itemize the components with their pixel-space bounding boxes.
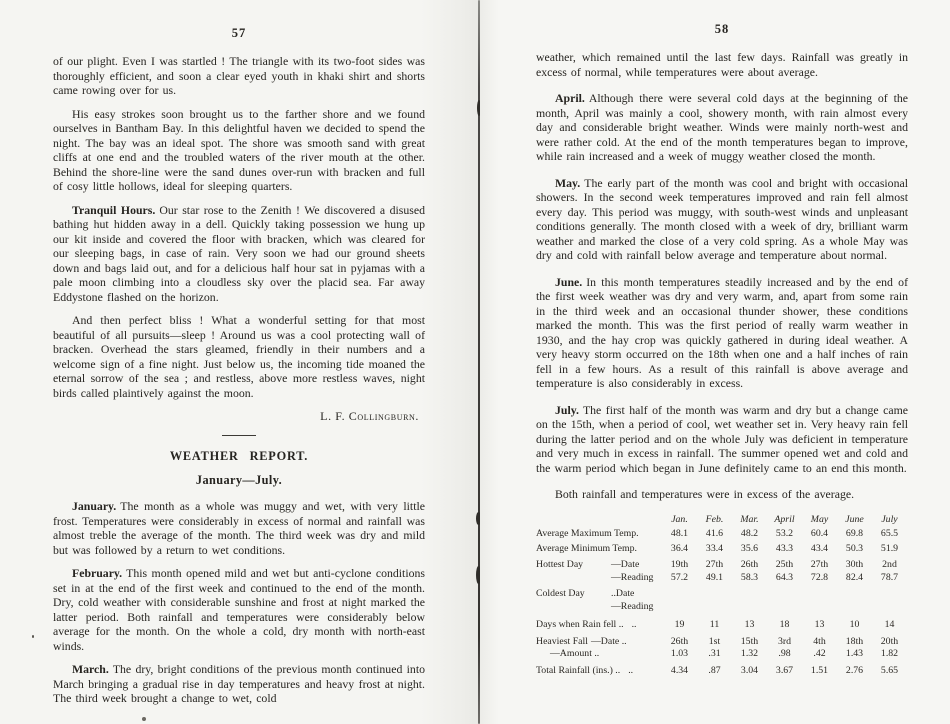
entry-text: Although there were several cold days at the beginning of the month, April was mainly a cool, showery month, with rain almost every day and considerable bright weather. Winds were mainly north-west and were rather cold. At the end of the month temperatures began to improve, while rain increased and a week of muggy weather closed the month. bbox=[536, 91, 908, 163]
row-sublabel: —Date .. bbox=[590, 635, 627, 647]
paragraph-lead: Tranquil Hours. bbox=[72, 202, 156, 217]
cell-value: 41.6 bbox=[705, 528, 724, 539]
weather-entry-july bbox=[536, 403, 908, 476]
row-label: Days when Rain fell .. .. bbox=[536, 619, 637, 630]
cell-value: 13 bbox=[814, 619, 825, 630]
cell-value: 19th bbox=[670, 559, 689, 570]
cell-value: 25th bbox=[775, 559, 794, 570]
cell-value: 43.4 bbox=[810, 542, 829, 554]
weather-entry-march bbox=[53, 662, 425, 706]
entry-lead: March. bbox=[72, 662, 109, 676]
section-divider bbox=[222, 435, 256, 436]
cell-value: 53.2 bbox=[775, 528, 794, 539]
row-label: Hottest Day —Date bbox=[536, 559, 640, 570]
cell-value: 1.51 bbox=[810, 664, 829, 676]
cell-value: 50.3 bbox=[845, 542, 864, 554]
cell-value bbox=[872, 588, 907, 601]
entry-text: This month opened mild and wet but anti-cyclone conditions set in at the end of the first week and continued to the end of the month. Dry, cold weather with considerable sunshine and frost at night marked the latter period. Both rainfall and temperatures were considerably below average for the month. On the whole a cold, dry month with north-east winds. bbox=[53, 566, 425, 653]
cell-value: 69.8 bbox=[845, 528, 864, 539]
cell-value: 35.6 bbox=[740, 542, 759, 554]
table-row-hottest-day-date bbox=[536, 559, 908, 572]
weather-entry-may bbox=[536, 176, 908, 263]
weather-entry-february bbox=[53, 566, 425, 653]
cell-value: 58.3 bbox=[740, 571, 759, 583]
table-row-avg-min-temp bbox=[536, 543, 908, 556]
scan-speck bbox=[32, 635, 34, 638]
cell-value: 72.8 bbox=[810, 571, 829, 583]
cell-value bbox=[732, 601, 767, 614]
entry-lead: June. bbox=[555, 274, 583, 289]
row-label: Total Rainfall (ins.) .. .. bbox=[536, 664, 634, 676]
entry-text: The dry, bright conditions of the previous month continued into March bringing a gradual rise in day temperatures and heavy frost at night. The third week brought a change to wet, cold bbox=[53, 662, 425, 705]
cell-value: 27th bbox=[705, 559, 724, 570]
cell-value bbox=[802, 601, 837, 614]
header-spacer bbox=[536, 514, 662, 527]
cell-value: 13 bbox=[744, 619, 755, 630]
cell-value: 26th bbox=[670, 635, 689, 647]
cell-value: 49.1 bbox=[705, 571, 724, 583]
entry-text: The first half of the month was warm and dry but a change came on the 15th, when a period of cool, wet weather set in. Very heavy rain fell during the latter period and on the whole July was deficient in temperature and very much in excess in rainfall. The summer opened wet and cold and the warm period which began in June definitely came to an end this month. bbox=[536, 402, 908, 475]
cell-value: 19 bbox=[674, 619, 685, 630]
cell-value: .87 bbox=[708, 664, 721, 676]
paragraph: And then perfect bliss ! What a wonderful setting for that most beautiful of all pursuits—sleep ! Around us was a cool protecting wall of bracken. Overhead the stars gleamed, friendly in their numbers and a welcome sign of a fine night. Just below us, the incoming tide moaned the eternal sorrow of the sea ; and restless, above more restless waves, night birds called plaintively against the moon. bbox=[53, 313, 425, 400]
scan-speck bbox=[142, 717, 146, 721]
row-sublabel: —Reading bbox=[611, 600, 654, 612]
cell-value: 4.34 bbox=[670, 664, 689, 676]
paragraph: of our plight. Even I was startled ! The triangle with its two-foot sides was thoroughly efficient, and soon a clear eyed youth in khaki shirt and shorts came rowing over for us. bbox=[53, 54, 425, 97]
entry-lead: January. bbox=[72, 499, 117, 513]
cell-value: 10 bbox=[849, 619, 860, 630]
month-header: June bbox=[845, 513, 864, 525]
cell-value: 33.4 bbox=[705, 542, 724, 554]
row-label: Heaviest Fall —Date .. bbox=[536, 635, 627, 647]
cell-value: 1st bbox=[708, 635, 721, 647]
cell-value: 11 bbox=[709, 619, 720, 630]
table-row-coldest-day-reading bbox=[536, 601, 908, 614]
cell-value: 1.43 bbox=[845, 648, 864, 659]
weather-report-title: WEATHER REPORT. bbox=[169, 449, 309, 463]
cell-value: 20th bbox=[880, 635, 899, 647]
row-sublabel: —Amount .. bbox=[550, 648, 600, 659]
entry-text: In this month temperatures steadily increased and by the end of the first week weather was dry and very warm, and, apart from some rain in the third week and an occasional thunder shower, these conditions marked the month. This was the first period of really warm weather in 1930, and the hay crop was quickly gathered in during ideal weather. A very heavy storm occurred on the 18th when one and a half inches of rain fell in a few hours. As a result of this rainfall is above average and temperature is also considerably in excess. bbox=[536, 274, 908, 390]
cell-value: 60.4 bbox=[810, 528, 829, 539]
row-sublabel: ..Date bbox=[611, 588, 635, 599]
cell-value bbox=[837, 588, 872, 601]
entry-text: The month as a whole was muggy and wet, with very little frost. Temperatures were considerably in excess of normal and rainfall was almost treble the average of the month. The third week was dry and mild but was followed by a return to wet conditions. bbox=[53, 499, 425, 557]
cell-value: 2nd bbox=[882, 559, 897, 570]
entry-lead: February. bbox=[72, 566, 123, 580]
page-number: 57 bbox=[231, 26, 247, 40]
entry-lead: April. bbox=[555, 91, 585, 105]
cell-value: 18th bbox=[845, 635, 864, 647]
cell-value: 43.3 bbox=[775, 542, 794, 554]
row-label bbox=[536, 648, 662, 661]
page-57-content bbox=[53, 26, 425, 706]
cell-value: 14 bbox=[884, 619, 895, 630]
weather-table bbox=[536, 514, 908, 678]
cell-value: 3.04 bbox=[740, 664, 759, 676]
cell-value: 57.2 bbox=[670, 571, 689, 583]
cell-value: 65.5 bbox=[880, 528, 899, 539]
row-label: Average Maximum Temp. bbox=[536, 528, 639, 539]
cell-value: 4th bbox=[813, 635, 826, 647]
page-58-content bbox=[536, 22, 908, 677]
continuation-paragraph: weather, which remained until the last few days. Rainfall was greatly in excess of normal, while temperatures were about average. bbox=[536, 50, 908, 79]
cell-value bbox=[837, 601, 872, 614]
cell-value: 48.2 bbox=[740, 528, 759, 539]
row-label: Coldest Day ..Date bbox=[536, 588, 635, 599]
cell-value bbox=[697, 601, 732, 614]
cell-value bbox=[697, 588, 732, 601]
cell-value bbox=[767, 588, 802, 601]
weather-entry-january bbox=[53, 499, 425, 557]
page-number: 58 bbox=[714, 22, 730, 36]
row-sublabel: —Reading bbox=[611, 571, 654, 583]
month-header: Mar. bbox=[740, 513, 759, 525]
cell-value: 78.7 bbox=[880, 571, 899, 583]
table-row-heaviest-fall-date bbox=[536, 636, 908, 649]
cell-value: 5.65 bbox=[880, 664, 899, 676]
table-header-row bbox=[536, 514, 908, 527]
month-header: Feb. bbox=[705, 513, 724, 525]
cell-value bbox=[662, 588, 697, 601]
row-sublabel: .. bbox=[631, 619, 637, 630]
table-row-hottest-day-reading bbox=[536, 572, 908, 585]
month-header: April bbox=[774, 513, 795, 525]
cell-value: 1.82 bbox=[880, 648, 899, 659]
cell-value bbox=[732, 588, 767, 601]
cell-value: 36.4 bbox=[670, 542, 689, 554]
paragraph: His easy strokes soon brought us to the farther shore and we found ourselves in Bantham Bay. In this delightful haven we decided to spend the night. The bay was an ideal spot. The shore was smooth sand with great cliffs at one end and the troubled waters of the river mouth at the other. Behind the shore-line were the sand dunes over-run with bracken and full of cosy little hollows, ideal for sleeping quarters. bbox=[53, 106, 425, 193]
cell-value: 30th bbox=[845, 559, 864, 570]
row-sublabel: —Date bbox=[611, 559, 640, 570]
cell-value: 3.67 bbox=[775, 664, 794, 676]
cell-value: 3rd bbox=[777, 635, 792, 647]
entry-text: The early part of the month was cool and bright with occasional showers. In the second week temperatures improved and rain fell almost every day. This period was muggy, with south-west winds and unpleasant conditions generally. The month closed with a week of dry, brilliant warm weather and marked the close of a very cold spring. As a whole May was dry and cold with rainfall below average and temperature about normal. bbox=[536, 175, 908, 262]
page-58 bbox=[480, 0, 950, 724]
row-label: Average Minimum Temp. bbox=[536, 542, 637, 554]
paragraph bbox=[53, 203, 425, 305]
row-label bbox=[536, 601, 662, 614]
entry-lead: May. bbox=[555, 175, 581, 190]
cell-value: 18 bbox=[779, 619, 790, 630]
cell-value bbox=[872, 601, 907, 614]
row-label bbox=[536, 572, 662, 585]
cell-value: .98 bbox=[778, 648, 791, 659]
cell-value: 15th bbox=[740, 635, 759, 647]
weather-entry-april bbox=[536, 91, 908, 164]
cell-value: 48.1 bbox=[670, 528, 689, 539]
table-row-days-rain-fell bbox=[536, 619, 908, 632]
cell-value bbox=[802, 588, 837, 601]
paragraph-text: Our star rose to the Zenith ! We discovered a disused bathing hut hidden away in a dell. Quickly taking possession we hung up our kit inside and covered the floor with bracken, which was cleared for our sleeping bags, in case of rain. Very soon we had our ground sheets down and bags laid out, and for a delicious half hour sat in pyjamas with a pale moon climbing into a cloudless sky over the placid sea. Far away Eddystone flashed on the horizon. bbox=[53, 202, 425, 304]
weather-report-subtitle: January—July. bbox=[195, 473, 283, 487]
month-header: May bbox=[810, 513, 829, 525]
month-header: July bbox=[881, 513, 898, 525]
cell-value: 64.3 bbox=[775, 571, 794, 583]
cell-value bbox=[662, 601, 697, 614]
cell-value: 2.76 bbox=[845, 664, 864, 676]
table-row-total-rainfall bbox=[536, 665, 908, 678]
cell-value: 26th bbox=[740, 559, 759, 570]
entry-lead: July. bbox=[555, 402, 579, 417]
cell-value: .31 bbox=[708, 648, 721, 659]
closing-paragraph: Both rainfall and temperatures were in excess of the average. bbox=[555, 487, 855, 501]
cell-value bbox=[767, 601, 802, 614]
table-row-heaviest-fall-amount bbox=[536, 648, 908, 661]
weather-entry-june bbox=[536, 275, 908, 391]
cell-value: 1.32 bbox=[740, 648, 759, 659]
month-header: Jan. bbox=[671, 513, 688, 525]
cell-value: .42 bbox=[813, 648, 826, 659]
table-row-avg-max-temp bbox=[536, 528, 908, 541]
row-sublabel: .. bbox=[628, 664, 634, 676]
cell-value: 1.03 bbox=[670, 648, 689, 659]
table-row-coldest-day-date bbox=[536, 588, 908, 601]
cell-value: 27th bbox=[810, 559, 829, 570]
cell-value: 82.4 bbox=[845, 571, 864, 583]
author-signature: L. F. Collingburn. bbox=[320, 409, 419, 423]
cell-value: 51.9 bbox=[880, 542, 899, 554]
